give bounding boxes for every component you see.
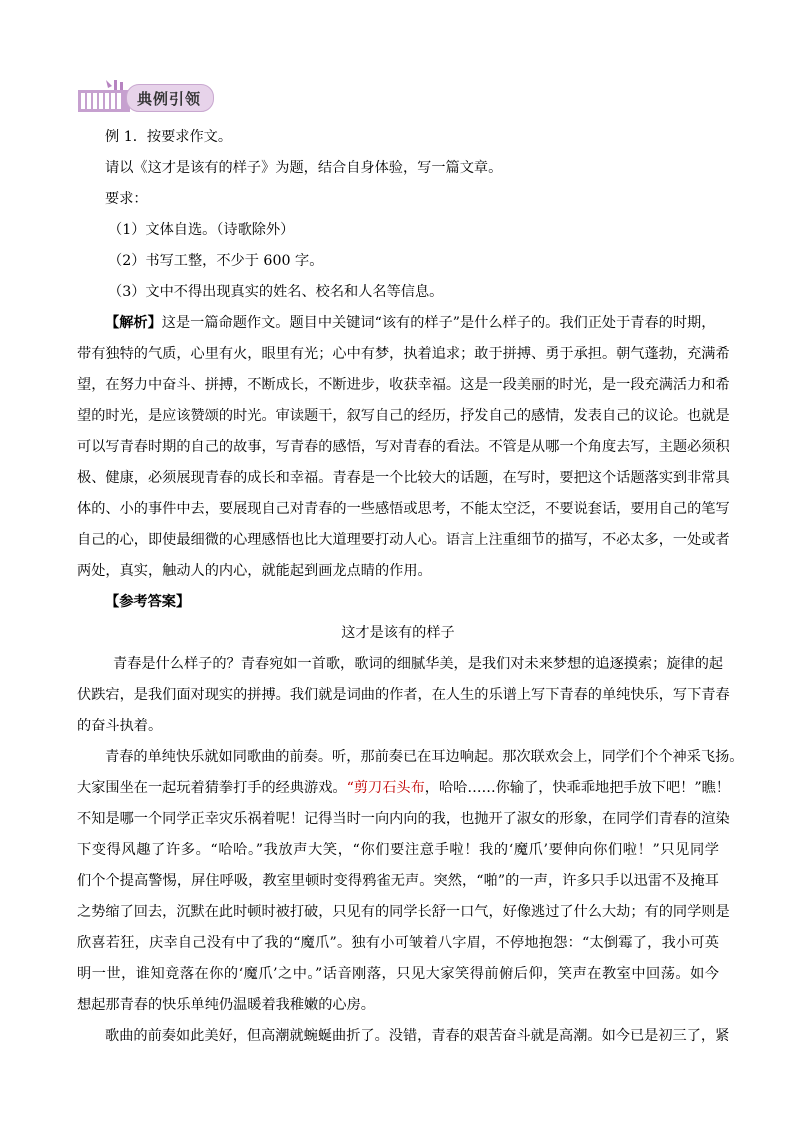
requirement-item: （1）文体自选。（诗歌除外） <box>108 222 295 238</box>
requirement-item: （3）文中不得出现真实的姓名、校名和人名等信息。 <box>108 284 444 300</box>
section-header <box>76 78 226 114</box>
document-body <box>77 122 744 1052</box>
essay-line: 之势缩了回去，沉默在此时顿时被打破，只见有的同学长舒一口气，好像逃过了什么大劫；有的同学则是 <box>77 904 730 920</box>
example-prompt: 请以《这才是该有的样子》为题，结合自身体验，写一篇文章。 <box>105 160 503 176</box>
essay-line: 的奋斗执着。 <box>77 718 163 734</box>
essay-line: 伏跌宕，是我们面对现实的拼搏。我们就是词曲的作者，在人生的乐谱上写下青春的单纯快乐，写下青春 <box>77 687 730 703</box>
highlighted-quote: “剪刀石头布 <box>346 780 425 796</box>
analysis-line: 体的、小的事件中去，要展现自己对青春的一些感悟或思考，不能太空泛，不要说套话，要用自己的笔写 <box>77 501 730 517</box>
analysis-line: 可以写青春时期的自己的故事，写青春的感悟，写对青春的看法。不管是从哪一个角度去写，主题必须积 <box>77 439 730 455</box>
essay-line: 青春的单纯快乐就如同歌曲的前奏。听，那前奏已在耳边响起。那次联欢会上，同学们个个神采飞扬。 <box>105 749 744 765</box>
answer-tag: 【参考答案】 <box>105 594 191 610</box>
essay-line: 青春是什么样子的？青春宛如一首歌，歌词的细腻华美，是我们对未来梦想的追逐摸索；旋律的起 <box>113 656 724 672</box>
analysis-line: 带有独特的气质，心里有火，眼里有光；心中有梦，执着追求；敢于拼搏、勇于承担。朝气蓬勃，充满希 <box>77 346 730 362</box>
essay-line: 不知是哪一个同学正幸灾乐祸着呢！记得当时一向内向的我，也抛开了淑女的形象，在同学们青春的渲染 <box>77 811 730 827</box>
essay-line: 想起那青春的快乐单纯仍温暖着我稚嫩的心房。 <box>77 997 375 1013</box>
requirements-label: 要求： <box>105 191 148 207</box>
analysis-line: 【解析】这是一篇命题作文。题目中关键词“该有的样子”是什么样子的。我们正处于青春的时期， <box>105 315 716 331</box>
essay-title: 这才是该有的样子 <box>341 625 455 641</box>
essay-line: 歌曲的前奏如此美好，但高潮就蜿蜒曲折了。没错，青春的艰苦奋斗就是高潮。如今已是初三了，紧 <box>105 1028 730 1044</box>
essay-line: 下变得风趣了许多。“哈哈。”我放声大笑，“你们要注意手啦！我的‘魔爪’要伸向你们啦！”只见同学 <box>77 842 719 858</box>
analysis-line: 自己的心，即使最细微的心理感悟也比大道理要打动人心。语言上注重细节的描写，不必太多，一处或者 <box>77 532 730 548</box>
analysis-line: 望的时光，是应该赞颂的时光。审读题干，叙写自己的经历，抒发自己的感情，发表自己的议论。也就是 <box>77 408 730 424</box>
requirement-item: （2）书写工整，不少于 600 字。 <box>108 253 324 269</box>
essay-line: 们个个提高警惕，屏住呼吸，教室里顿时变得鸦雀无声。突然，“啪”的一声，许多只手以迅雷不及掩耳 <box>77 873 719 889</box>
banner-label: 典例引领 <box>137 89 202 108</box>
analysis-line: 极、健康，必须展现青春的成长和幸福。青春是一个比较大的话题，在写时，要把这个话题落实到非常具 <box>77 470 730 486</box>
piano-icon <box>76 78 132 114</box>
example-heading: 例 1．按要求作文。 <box>105 129 233 145</box>
analysis-tag: 【解析】 <box>105 315 162 331</box>
analysis-line: 两处，真实，触动人的内心，就能起到画龙点睛的作用。 <box>77 563 432 579</box>
essay-line: 明一世，谁知竟落在你的‘魔爪’之中。”话音刚落，只见大家笑得前俯后仰，笑声在教室中回荡。如今 <box>77 966 719 982</box>
section-banner <box>126 84 214 112</box>
analysis-line: 望，在努力中奋斗、拼搏，不断成长，不断进步，收获幸福。这是一段美丽的时光，是一段充满活力和希 <box>77 377 730 393</box>
essay-line: 大家围坐在一起玩着猜拳打手的经典游戏。“剪刀石头布，哈哈……你输了，快乖乖地把手放下吧！”瞧！ <box>77 780 730 796</box>
essay-line: 欣喜若狂，庆幸自己没有中了我的“魔爪”。独有小可皱着八字眉，不停地抱怨：“太倒霉了，我小可英 <box>77 935 719 951</box>
